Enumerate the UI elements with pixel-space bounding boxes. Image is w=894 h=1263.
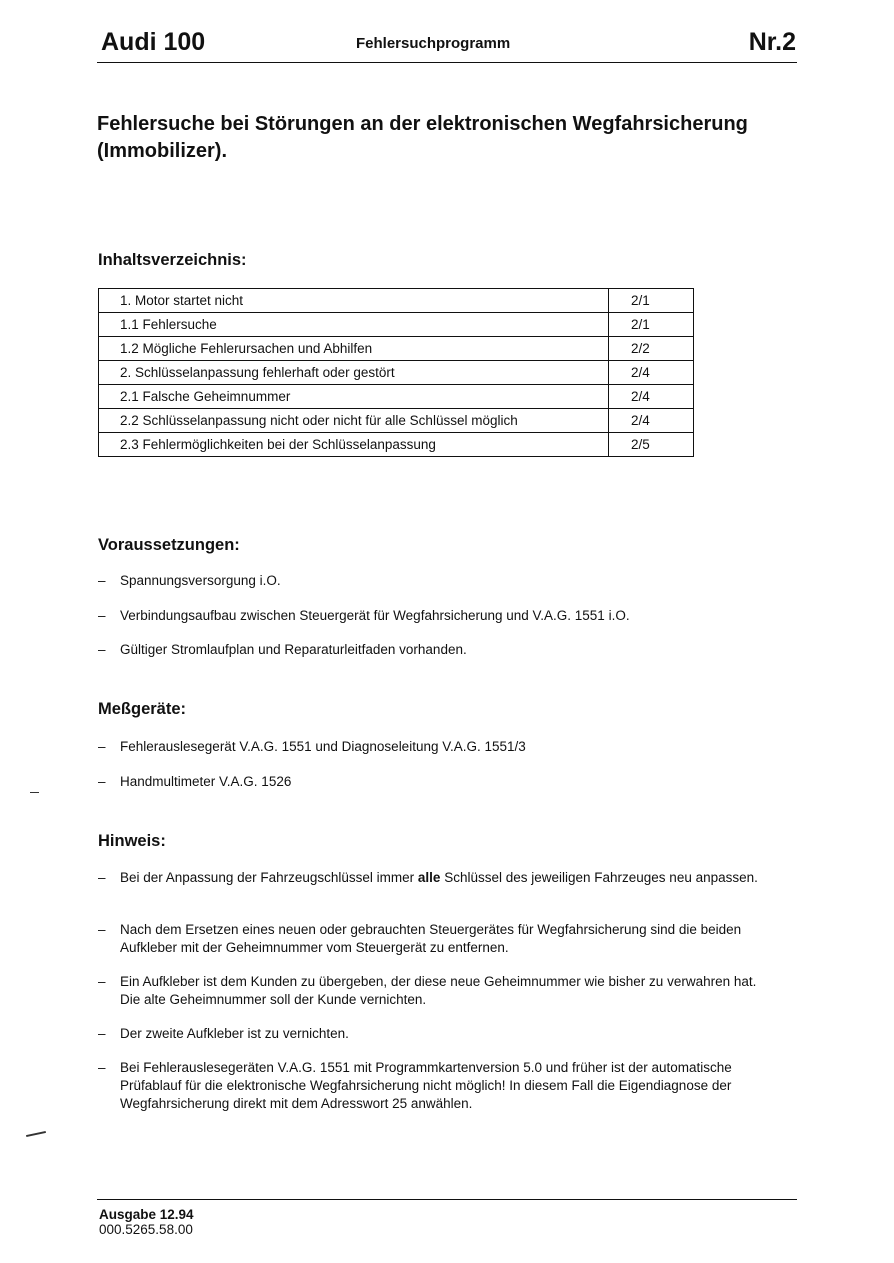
toc-row	[99, 313, 694, 337]
list-item	[98, 738, 778, 756]
list-item	[98, 1025, 778, 1043]
toc-label: 2. Schlüsselanpassung fehlerhaft oder gestört	[99, 361, 609, 385]
bullet-dash: –	[98, 573, 106, 588]
bullet-dash: –	[98, 608, 106, 623]
list-item-text: Fehlerauslesegerät V.A.G. 1551 und Diagnoseleitung V.A.G. 1551/3	[120, 739, 526, 754]
toc-row	[99, 409, 694, 433]
toc-page: 2/5	[609, 433, 694, 457]
list-item	[98, 921, 778, 957]
toc-label: 2.2 Schlüsselanpassung nicht oder nicht für alle Schlüssel möglich	[99, 409, 609, 433]
requirements-heading: Voraussetzungen:	[98, 536, 240, 554]
program-title: Fehlersuchprogramm	[356, 35, 511, 52]
list-item-text	[120, 869, 778, 887]
toc-label: 2.3 Fehlermöglichkeiten bei der Schlüsselanpassung	[99, 433, 609, 457]
bullet-dash: –	[98, 974, 106, 989]
list-item-text: Nach dem Ersetzen eines neuen oder gebrauchten Steuergerätes für Wegfahrsicherung sind die beiden Aufkleber mit der Geheimnummer vom Steuergerät zu entfernen.	[120, 922, 742, 955]
toc-row	[99, 337, 694, 361]
toc-label: 1.1 Fehlersuche	[99, 313, 609, 337]
toc-label: 2.1 Falsche Geheimnummer	[99, 385, 609, 409]
list-item-text: Bei Fehlerauslesegeräten V.A.G. 1551 mit Programmkartenversion 5.0 und früher ist der automatische Prüfablauf für die elektronische Wegfahrsicherung nicht möglich! In diesem Fall die Eigendiagnose der Wegfahrsicherung direkt mit dem Adresswort 25 anwählen.	[120, 1060, 732, 1111]
bullet-dash: –	[98, 1026, 106, 1041]
toc-heading: Inhaltsverzeichnis:	[98, 251, 247, 269]
notes-heading: Hinweis:	[98, 832, 166, 850]
list-item-text: Verbindungsaufbau zwischen Steuergerät für Wegfahrsicherung und V.A.G. 1551 i.O.	[120, 608, 630, 623]
toc-row	[99, 385, 694, 409]
toc-page: 2/2	[609, 337, 694, 361]
list-item	[98, 607, 778, 625]
note-text-before: Bei der Anpassung der Fahrzeugschlüssel immer	[120, 870, 418, 885]
list-item-text: Handmultimeter V.A.G. 1526	[120, 774, 292, 789]
note-emphasis: alle	[417, 870, 441, 885]
toc-table	[98, 288, 694, 457]
bullet-dash: –	[98, 739, 106, 754]
bullet-dash: –	[98, 774, 106, 789]
scan-artifact	[30, 792, 39, 793]
toc-row	[99, 433, 694, 457]
toc-row	[99, 289, 694, 313]
footer-rule	[97, 1199, 797, 1200]
list-item-text: Der zweite Aufkleber ist zu vernichten.	[120, 1026, 349, 1041]
list-item	[98, 1059, 778, 1113]
list-item	[98, 973, 778, 1009]
list-item-text: Ein Aufkleber ist dem Kunden zu übergeben, der diese neue Geheimnummer wie bisher zu verwahren hat. Die alte Geheimnummer soll der Kunde vernichten.	[120, 974, 757, 1007]
edition-label: Ausgabe 12.94	[99, 1207, 194, 1222]
toc-label: 1.2 Mögliche Fehlerursachen und Abhilfen	[99, 337, 609, 361]
list-item-text: Gültiger Stromlaufplan und Reparaturleitfaden vorhanden.	[120, 642, 467, 657]
toc-page: 2/4	[609, 361, 694, 385]
list-item	[98, 641, 778, 659]
list-item	[98, 773, 778, 791]
toc-page: 2/4	[609, 409, 694, 433]
vehicle-model: Audi 100	[101, 28, 206, 56]
list-item	[98, 572, 778, 590]
part-number: 000.5265.58.00	[99, 1222, 193, 1237]
list-item-text: Spannungsversorgung i.O.	[120, 573, 281, 588]
header-rule	[97, 62, 797, 63]
toc-label: 1. Motor startet nicht	[99, 289, 609, 313]
toc-page: 2/1	[609, 289, 694, 313]
bullet-dash: –	[98, 922, 106, 937]
toc-page: 2/4	[609, 385, 694, 409]
document-number: Nr.2	[748, 28, 796, 56]
bullet-dash: –	[98, 870, 106, 885]
bullet-dash: –	[98, 1060, 106, 1075]
instruments-heading: Meßgeräte:	[98, 700, 187, 718]
note-text-after: Schlüssel des jeweiligen Fahrzeuges neu anpassen.	[440, 870, 758, 885]
list-item	[98, 869, 778, 887]
page-title: Fehlersuche bei Störungen an der elektronischen Wegfahrsicherung (Immobilizer).	[97, 113, 748, 162]
bullet-dash: –	[98, 642, 106, 657]
toc-row	[99, 361, 694, 385]
scan-artifact	[26, 1131, 46, 1137]
toc-page: 2/1	[609, 313, 694, 337]
